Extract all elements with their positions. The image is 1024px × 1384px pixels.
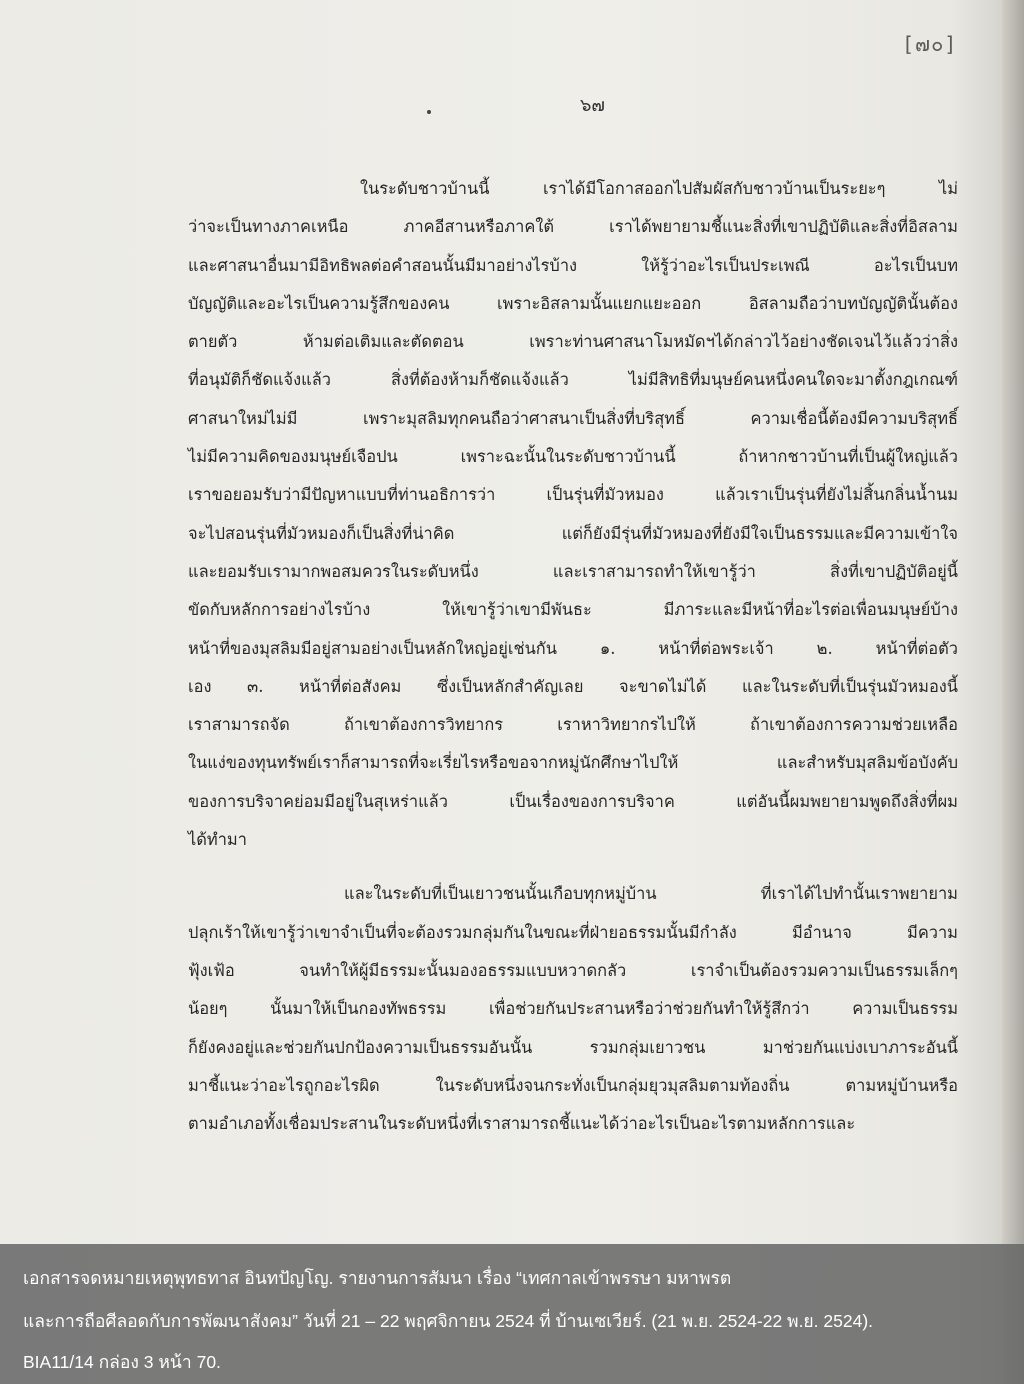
- text-line: ปลุกเร้าให้เขารู้ว่าเขาจำเป็นที่จะต้องรวมกลุ่มกันในขณะที่ฝ่ายอธรรมนั้นมีกำลัง มีอำนาจ มีความ: [188, 922, 958, 942]
- page-number: ๖๗: [580, 95, 605, 116]
- text-line: ของการบริจาคย่อมมีอยู่ในสุเหร่าแล้ว เป็นเรื่องของการบริจาค แต่อันนี้ผมพยายามพูดถึงสิ่งที่ผม: [188, 791, 958, 811]
- ink-dot: [427, 110, 431, 114]
- text-line: และยอมรับเรามากพอสมควรในระดับหนึ่ง และเราสามารถทำให้เขารู้ว่า สิ่งที่เขาปฏิบัติอยู่นี้: [188, 561, 958, 581]
- text-line: ก็ยังคงอยู่และช่วยกันปกป้องความเป็นธรรมอันนั้น รวมกลุ่มเยาวชน มาช่วยกันแบ่งเบาภาระอันนี้: [188, 1037, 958, 1057]
- text-line: ในระดับชาวบ้านนี้ เราได้มีโอกาสออกไปสัมผัสกับชาวบ้านเป็นระยะๆ ไม่: [360, 179, 958, 198]
- text-line: น้อยๆ นั้นมาให้เป็นกองทัพธรรม เพื่อช่วยกันประสานหรือว่าช่วยกันทำให้รู้สึกว่า ความเป็นธรรม: [188, 999, 958, 1019]
- text-line: ฟุ้งเฟ้อ จนทำให้ผู้มีธรรมะนั้นมองอธรรมแบบหวาดกลัว เราจำเป็นต้องรวมความเป็นธรรมเล็กๆ: [188, 960, 958, 980]
- caption-line: และการถือศีลอดกับการพัฒนาสังคม” วันที่ 21 – 22 พฤศจิกายน 2524 ที่ บ้านเซเวียร์. (21 พ.ย. 2524-22 พ.ย. 2524).: [23, 1311, 874, 1331]
- text-line: จะไปสอนรุ่นที่มัวหมองก็เป็นสิ่งที่น่าคิด แต่ก็ยังมีรุ่นที่มัวหมองที่ยังมีใจเป็นธรรมและมีความเข้าใจ: [188, 523, 958, 543]
- citation-caption: [0, 1244, 1024, 1384]
- text-line: ในแง่ของทุนทรัพย์เราก็สามารถที่จะเรี่ยไรหรือขอจากหมู่นักศึกษาไปให้ และสำหรับมุสลิมข้อบังคับ: [188, 753, 958, 773]
- text-line: เอง ๓. หน้าที่ต่อสังคม ซึ่งเป็นหลักสำคัญเลย จะขาดไม่ได้ และในระดับที่เป็นรุ่นมัวหมองนี้: [188, 676, 958, 696]
- text-line: ตามอำเภอทั้งเชื่อมประสานในระดับหนึ่งที่เราสามารถชี้แนะได้ว่าอะไรเป็นอะไรตามหลักการและ: [188, 1114, 856, 1134]
- text-line: และศาสนาอื่นมามีอิทธิพลต่อคำสอนนั้นมีมาอย่างไรบ้าง ให้รู้ว่าอะไรเป็นประเพณี อะไรเป็นบท: [188, 255, 958, 275]
- text-line: ที่อนุมัติก็ชัดแจ้งแล้ว สิ่งที่ต้องห้ามก็ชัดแจ้งแล้ว ไม่มีสิทธิที่มนุษย์คนหนึ่งคนใดจะมาตั้งกฎเกณฑ์: [188, 370, 958, 390]
- text-line: ตายตัว ห้ามต่อเติมและตัดตอน เพราะท่านศาสนาโมหมัดฯได้กล่าวไว้อย่างชัดเจนไว้แล้วว่าสิ่ง: [188, 332, 958, 352]
- caption-line: BIA11/14 กล่อง 3 หน้า 70.: [23, 1352, 221, 1372]
- text-line: ขัดกับหลักการอย่างไรบ้าง ให้เขารู้ว่าเขามีพันธะ มีภาระและมีหน้าที่อะไรต่อเพื่อนมนุษย์บ้าง: [188, 600, 958, 620]
- text-line: ได้ทำมา: [188, 830, 247, 850]
- text-line: ว่าจะเป็นทางภาคเหนือ ภาคอีสานหรือภาคใต้ เราได้พยายามชี้แนะสิ่งที่เขาปฏิบัติและสิ่งที่อิสลาม: [188, 217, 958, 237]
- text-line: หน้าที่ของมุสลิมมีอยู่สามอย่างเป็นหลักใหญ่อยู่เช่นกัน ๑. หน้าที่ต่อพระเจ้า ๒. หน้าที่ต่อตัว: [188, 638, 958, 658]
- text-line: มาชี้แนะว่าอะไรถูกอะไรผิด ในระดับหนึ่งจนกระทั่งเป็นกลุ่มยุวมุสลิมตามท้องถิ่น ตามหมู่บ้านหรือ: [188, 1075, 958, 1095]
- caption-line: เอกสารจดหมายเหตุพุทธทาส อินทปัญโญ. รายงานการสัมนา เรื่อง “เทศกาลเข้าพรรษา มหาพรต: [23, 1268, 732, 1288]
- text-line: ศาสนาใหม่ไม่มี เพราะมุสลิมทุกคนถือว่าศาสนาเป็นสิ่งที่บริสุทธิ์ ความเชื่อนี้ต้องมีความบริสุทธิ์: [188, 408, 958, 428]
- text-line: ไม่มีความคิดของมนุษย์เจือปน เพราะฉะนั้นในระดับชาวบ้านนี้ ถ้าหากชาวบ้านที่เป็นผู้ใหญ่แล้ว: [188, 447, 958, 467]
- archive-page-mark: [๗๐]: [902, 32, 958, 56]
- text-line: บัญญัติและอะไรเป็นความรู้สึกของคน เพราะอิสลามนั้นแยกแยะออก อิสลามถือว่าบทบัญญัตินั้นต้อง: [188, 293, 958, 313]
- page-edge-shadow: [1002, 0, 1024, 1384]
- text-line: เราขอยอมรับว่ามีปัญหาแบบที่ท่านอธิการว่า เป็นรุ่นที่มัวหมอง แล้วเราเป็นรุ่นที่ยังไม่สิ้นกลิ่นน้ำนม: [188, 485, 958, 505]
- text-line: เราสามารถจัด ถ้าเขาต้องการวิทยากร เราหาวิทยากรไปให้ ถ้าเขาต้องการความช่วยเหลือ: [188, 715, 958, 735]
- document-body: [188, 170, 958, 1143]
- text-line: และในระดับที่เป็นเยาวชนนั้นเกือบทุกหมู่บ้าน ที่เราได้ไปทำนั้นเราพยายาม: [344, 884, 958, 904]
